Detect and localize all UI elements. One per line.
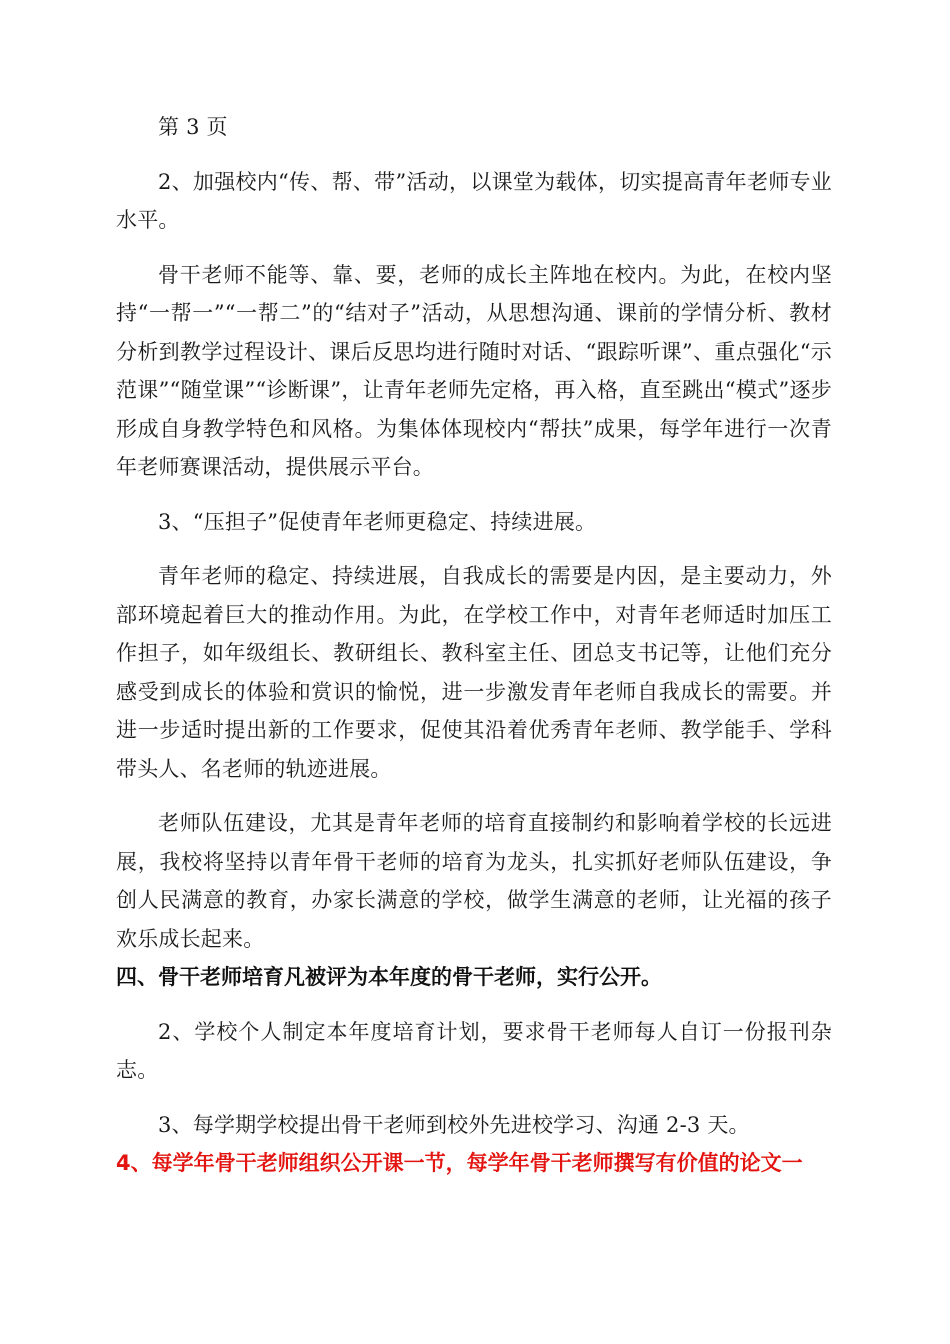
highlight-heading: 4、每学年骨干老师组织公开课一节，每学年骨干老师撰写有价值的论文一 xyxy=(116,1151,803,1175)
document-body xyxy=(116,108,832,1183)
paragraph-item-2: 2、加强校内“传、帮、带”活动，以课堂为载体，切实提高青年老师专业水平。 xyxy=(116,169,832,232)
paragraph-responsibility: 青年老师的稳定、持续进展，自我成长的需要是内因，是主要动力，外部环境起着巨大的推动作用。为此，在学校工作中，对青年老师适时加压工作担子，如年级组长、教研组长、教科室主任、团总支书记等，让他们充分感受到成长的体验和赏识的愉悦，进一步激发青年老师自我成长的需要。并进一步适时提出新的工作要求，促使其沿着优秀青年老师、教学能手、学科带头人、名老师的轨迹进展。 xyxy=(116,564,832,781)
paragraph-item-3: 3、“压担子”促使青年老师更稳定、持续进展。 xyxy=(158,509,597,534)
section-heading: 四、骨干老师培育凡被评为本年度的骨干老师，实行公开。 xyxy=(116,965,662,989)
page-number-label: 第 3 页 xyxy=(158,115,228,139)
paragraph-training-plan: 2、学校个人制定本年度培育计划，要求骨干老师每人自订一份报刊杂志。 xyxy=(116,1019,832,1082)
paragraph-mentoring: 骨干老师不能等、靠、要，老师的成长主阵地在校内。为此，在校内坚持“一帮一”“一帮二”的“结对子”活动，从思想沟通、课前的学情分析、教材分析到教学过程设计、课后反思均进行随时对话、“跟踪听课”、重点强化“示范课”“随堂课”“诊断课”，让青年老师先定格，再入格，直至跳出“模式”逐步形成自身教学特色和风格。为集体体现校内“帮扶”成果，每学年进行一次青年老师赛课活动，提供展示平台。 xyxy=(116,262,832,479)
paragraph-study-visit: 3、每学期学校提出骨干老师到校外先进校学习、沟通 2-3 天。 xyxy=(158,1112,750,1137)
paragraph-team-building: 老师队伍建设，尤其是青年老师的培育直接制约和影响着学校的长远进展，我校将坚持以青年骨干老师的培育为龙头，扎实抓好老师队伍建设，争创人民满意的教育，办家长满意的学校，做学生满意的老师，让光福的孩子欢乐成长起来。 xyxy=(116,811,832,951)
